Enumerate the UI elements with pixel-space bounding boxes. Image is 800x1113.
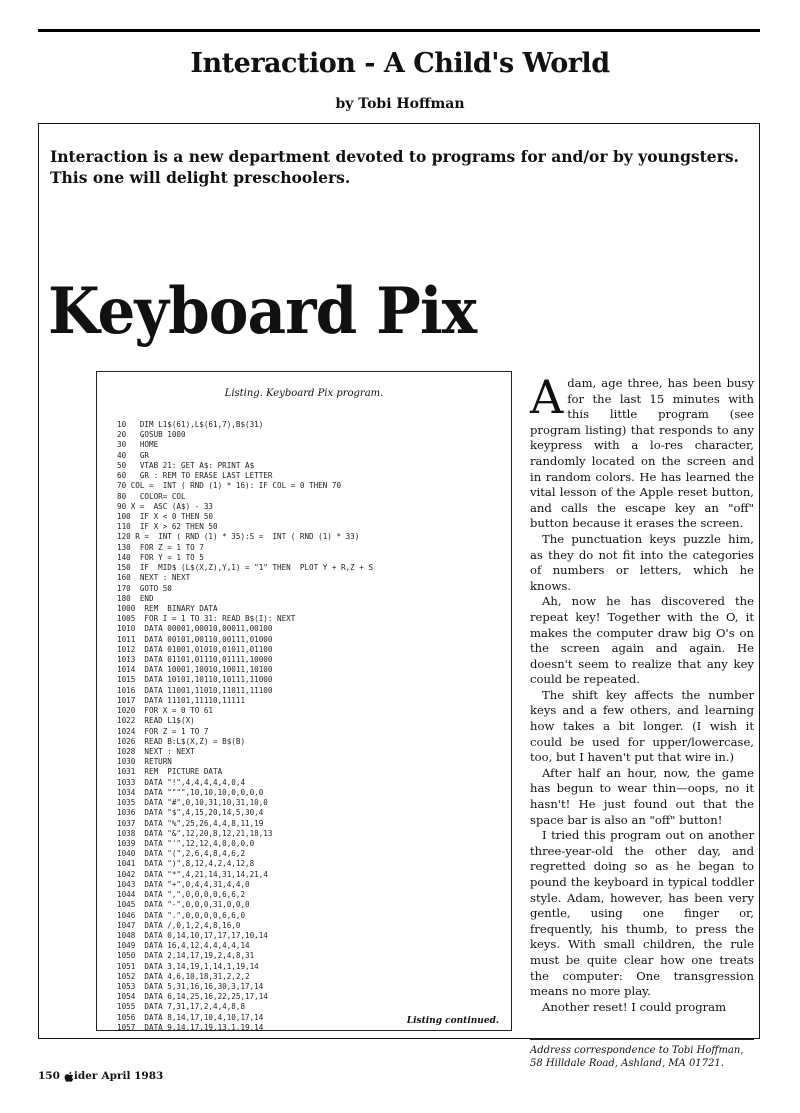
code-line: 1052 DATA 4,6,10,18,31,2,2,2: [117, 971, 250, 981]
code-line: 1047 DATA /,0,1,2,4,8,16,0: [117, 920, 241, 930]
code-line: 1034 DATA """",10,10,10,0,0,0,0: [117, 787, 264, 797]
code-line: 180 END: [117, 593, 154, 603]
code-line: 1035 DATA "#",0,10,31,10,31,10,0: [117, 798, 268, 808]
code-line: 1046 DATA ".",0,0,0,0,6,6,0: [117, 910, 246, 920]
code-line: 1042 DATA "*",4,21,14,31,14,21,4: [117, 869, 268, 879]
code-line: 1053 DATA 5,31,16,16,30,3,17,14: [117, 982, 264, 992]
code-line: 1043 DATA "+",0,4,4,31,4,4,0: [117, 879, 250, 889]
headline: Keyboard Pix: [48, 274, 477, 349]
code-line: 1040 DATA "(",2,6,4,8,4,6,2: [117, 849, 246, 859]
article-paragraph: Ah, now he has discovered the repeat key! Together with the O, it makes the computer draw big O's on the screen again and again. He doesn't seem to realize that any key could be repeated.: [530, 594, 754, 687]
code-line: 1054 DATA 6,14,25,16,22,25,17,14: [117, 992, 268, 1002]
article-paragraph: I tried this program out on another three-year-old the other day, and regretted doing so as he began to pound the keyboard in typical toddler style. Adam, however, has been very gentle, using one finger or, frequently, his thumb, to press the keys. With small children, the rule must be quite clear how one treats the computer: One transgression means no more play.: [530, 828, 754, 999]
code-line: 30 HOME: [117, 440, 159, 450]
code-line: 1041 DATA ")",8,12,4,2,4,12,8: [117, 859, 255, 869]
address-rule: [530, 1039, 754, 1040]
code-line: 1011 DATA 00101,00110,00111,01000: [117, 634, 273, 644]
code-line: 1014 DATA 10001,10010,10011,10100: [117, 665, 273, 675]
code-line: 1045 DATA "-",0,0,0,31,0,0,0: [117, 900, 250, 910]
code-line: 1036 DATA "$",4,15,20,14,5,30,4: [117, 808, 264, 818]
listing-code: [117, 420, 497, 1033]
code-line: 100 IF X < 0 THEN 50: [117, 511, 214, 521]
code-line: 1039 DATA "'",12,12,4,0,0,0,0: [117, 838, 255, 848]
code-line: 110 IF X > 62 THEN 50: [117, 522, 218, 532]
byline: by Tobi Hoffman: [335, 96, 465, 112]
code-line: 1005 FOR I = 1 TO 31: READ B$(I): NEXT: [117, 614, 296, 624]
code-line: 1050 DATA 2,14,17,19,2,4,8,31: [117, 951, 255, 961]
code-line: 1044 DATA ",",0,0,0,0,6,6,2: [117, 890, 246, 900]
issue-date: April 1983: [101, 1070, 164, 1082]
article-paragraph: The shift key affects the number keys and a few others, and learning how takes a bit longer. (I wish it could be used for upper/lowercase, too, but I haven't put that wire in.): [530, 687, 754, 765]
code-line: 70 COL = INT ( RND (1) * 16): IF COL = 0 THEN 70: [117, 481, 342, 491]
code-line: 1015 DATA 10101,10110,10111,11000: [117, 675, 273, 685]
intro-line-2: This one will delight preschoolers.: [50, 168, 351, 187]
code-line: 1030 RETURN: [117, 757, 172, 767]
code-line: 20 GOSUB 1000: [117, 430, 186, 440]
top-rule: [38, 29, 760, 32]
code-line: 1048 DATA 0,14,10,17,17,17,10,14: [117, 930, 268, 940]
code-line: 140 FOR Y = 1 TO 5: [117, 552, 204, 562]
code-line: 50 VTAB 21: GET A$: PRINT A$: [117, 460, 255, 470]
code-line: 1037 DATA "%",25,26,4,4,8,11,19: [117, 818, 264, 828]
code-line: 170 GOTO 50: [117, 583, 172, 593]
code-line: 130 FOR Z = 1 TO 7: [117, 542, 204, 552]
code-line: 1031 REM PICTURE DATA: [117, 767, 223, 777]
magazine-logo: [64, 1070, 98, 1082]
code-line: 1016 DATA 11001,11010,11011,11100: [117, 685, 273, 695]
code-line: 160 NEXT : NEXT: [117, 573, 191, 583]
code-line: 10 DIM L1$(61),L$(61,7),B$(31): [117, 420, 264, 429]
article-paragraph-text: dam, age three, has been busy for the last 15 minutes with this little program (see program listing) that responds to any keypress with a lo-res character, randomly located on the screen and in random colors. He has learned the vital lesson of the Apple reset button, and calls the escape key an "off" button because it erases the screen.: [530, 376, 754, 531]
code-line: 1049 DATA 16,4,12,4,4,4,4,14: [117, 941, 250, 951]
code-line: 150 IF MID$ (L$(X,Z),Y,1) = "1" THEN PLOT Y + R,Z + S: [117, 563, 374, 573]
code-line: 1000 REM BINARY DATA: [117, 603, 218, 613]
code-line: 120 R = INT ( RND (1) * 35):S = INT ( RND (1) * 33): [117, 532, 360, 542]
page-footer: [38, 1070, 163, 1082]
code-line: 1010 DATA 00001,00010,00011,00100: [117, 624, 273, 634]
article-paragraph: After half an hour, now, the game has begun to wear thin—oops, no it hasn't! He just found out that the space bar is also an "off" button!: [530, 765, 754, 827]
code-line: 1055 DATA 7,31,17,2,4,4,8,8: [117, 1002, 246, 1012]
article-body: [530, 370, 754, 1015]
intro-blurb: [50, 146, 750, 188]
article-title: Interaction - A Child's World: [190, 48, 610, 79]
intro-line-1: Interaction is a new department devoted to programs for and/or by youngsters.: [50, 147, 739, 166]
code-line: 1033 DATA "!",4,4,4,4,4,0,4: [117, 777, 246, 787]
code-line: 90 X = ASC (A$) - 33: [117, 501, 214, 511]
code-line: 40 GR: [117, 450, 150, 460]
code-line: 1056 DATA 8,14,17,10,4,10,17,14: [117, 1012, 264, 1022]
apple-logo-icon: [64, 1071, 74, 1082]
article-paragraph: Another reset! I could program: [542, 999, 727, 1014]
code-line: 1017 DATA 11101,11110,11111: [117, 695, 246, 705]
code-line: 1057 DATA 9,14,17,19,13,1,19,14: [117, 1022, 264, 1032]
code-line: 1051 DATA 3,14,19,1,14,1,19,14: [117, 961, 259, 971]
code-line: 80 COLOR= COL: [117, 491, 186, 501]
code-line: 1013 DATA 01101,01110,01111,10000: [117, 655, 273, 665]
article-paragraph: [530, 370, 754, 532]
article-paragraph: The punctuation keys puzzle him, as they do not fit into the categories of numbers or letters, which he knows.: [530, 531, 754, 593]
code-line: 60 GR : REM TO ERASE LAST LETTER: [117, 471, 273, 481]
code-line: 1038 DATA "&",12,20,8,12,21,18,13: [117, 828, 273, 838]
program-listing: [96, 371, 512, 1031]
code-line: 1024 FOR Z = 1 TO 7: [117, 726, 209, 736]
drop-cap: A: [530, 370, 564, 424]
magazine-name: ider: [73, 1070, 98, 1082]
code-line: 1020 FOR X = 0 TO 61: [117, 706, 214, 716]
listing-caption: Listing. Keyboard Pix program.: [224, 388, 384, 399]
code-line: 1026 READ B:L$(X,Z) = B$(B): [117, 736, 246, 746]
code-line: 1012 DATA 01001,01010,01011,01100: [117, 644, 273, 654]
code-line: 1022 READ L1$(X): [117, 716, 195, 726]
code-line: 1028 NEXT : NEXT: [117, 747, 195, 756]
page-number: 150: [38, 1070, 60, 1082]
correspondence-address: Address correspondence to Tobi Hoffman, 58 Hilldale Road, Ashland, MA 01721.: [530, 1045, 744, 1069]
listing-continued: Listing continued.: [406, 1016, 499, 1026]
